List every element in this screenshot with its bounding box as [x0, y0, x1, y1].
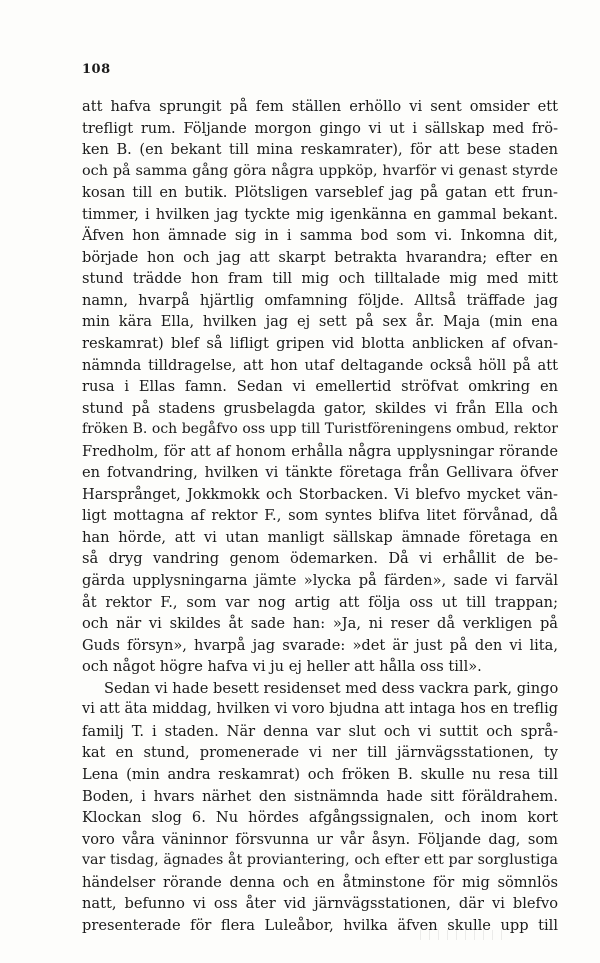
- text-line: nämnda tilldragelse, att hon utaf deltagande också höll på att: [82, 356, 558, 374]
- text-line: Äfven hon ämnade sig in i samma bod som vi. Inkomna dit,: [82, 227, 558, 245]
- text-line: ligt mottagna af rektor F., som syntes blifva litet förvånad, då: [82, 507, 558, 525]
- text-line: fröken B. och begåfvo oss upp till Turistföreningens ombud, rektor: [82, 421, 558, 438]
- text-line: trefligt rum. Följande morgon gingo vi ut i sällskap med frö-: [82, 119, 558, 137]
- text-line: gärda upplysningarna jämte »lycka på färden», sade vi farväl: [82, 572, 558, 590]
- text-line: Boden, i hvars närhet den sistnämnda hade sitt föräldrahem.: [82, 787, 558, 805]
- text-line: Fredholm, för att af honom erhålla några upplysningar rörande: [82, 442, 558, 460]
- text-line: familj T. i staden. När denna var slut och vi suttit och språ-: [82, 722, 558, 740]
- text-line: och på samma gång göra några uppköp, hvarför vi genast styrde: [82, 162, 558, 179]
- text-line: rusa i Ellas famn. Sedan vi emellertid ströfvat omkring en: [82, 378, 558, 396]
- text-line: åt rektor F., som var nog artig att följa oss ut till trappan;: [82, 593, 558, 611]
- text-line: kat en stund, promenerade vi ner till järnvägsstationen, ty: [82, 744, 558, 762]
- text-line: reskamrat) blef så lifligt gripen vid blotta anblicken af ofvan-: [82, 335, 558, 353]
- text-line: och något högre hafva vi ju ej heller att hålla oss till».: [82, 658, 482, 676]
- page-number: 108: [82, 62, 111, 77]
- text-line: kosan till en butik. Plötsligen varseblef jag på gatan ett frun-: [82, 184, 558, 202]
- text-line: min kära Ella, hvilken jag ej sett på sex år. Maja (min ena: [82, 313, 558, 331]
- text-line: natt, befunno vi oss åter vid järnvägsstationen, där vi blefvo: [82, 895, 558, 913]
- text-line: började hon och jag att skarpt betrakta hvarandra; efter en: [82, 248, 558, 266]
- text-line: var tisdag, ägnades åt proviantering, och efter ett par sorglustiga: [82, 852, 558, 869]
- text-line: en fotvandring, hvilken vi tänkte företaga från Gellivara öfver: [82, 464, 558, 482]
- text-line: och när vi skildes åt sade han: »Ja, ni reser då verkligen på: [82, 615, 558, 633]
- text-line: timmer, i hvilken jag tyckte mig igenkänna en gammal bekant.: [82, 205, 558, 223]
- text-line: så dryg vandring genom ödemarken. Då vi erhållit de be-: [82, 550, 558, 568]
- body-text: [82, 96, 558, 936]
- text-line: ken B. (en bekant till mina reskamrater), för att bese staden: [82, 141, 558, 159]
- text-line: namn, hvarpå hjärtlig omfamning följde. Alltså träffade jag: [82, 291, 558, 309]
- text-line: Lena (min andra reskamrat) och fröken B. skulle nu resa till: [82, 765, 558, 783]
- text-line: vi att äta middag, hvilken vi voro bjudna att intaga hos en treflig: [82, 701, 558, 718]
- text-line: händelser rörande denna och en åtminstone för mig sömnlös: [82, 873, 558, 891]
- text-line: att hafva sprungit på fem ställen erhöllo vi sent omsider ett: [82, 98, 558, 115]
- text-line: voro våra väninnor försvunna ur vår åsyn. Följande dag, som: [82, 830, 558, 848]
- text-line: Guds försyn», hvarpå jag svarade: »det är just på den vi lita,: [82, 636, 558, 654]
- paper-speckle: [420, 930, 510, 940]
- text-line: han hörde, att vi utan manligt sällskap ämnade företaga en: [82, 528, 558, 546]
- text-line: stund trädde hon fram till mig och tilltalade mig med mitt: [82, 270, 558, 288]
- text-line: Sedan vi hade besett residenset med dess vackra park, gingo: [104, 679, 559, 697]
- text-line: Harsprånget, Jokkmokk och Storbacken. Vi blefvo mycket vän-: [82, 485, 558, 503]
- text-line: stund på stadens grusbelagda gator, skildes vi från Ella och: [82, 399, 558, 417]
- text-line: Klockan slog 6. Nu hördes afgångssignalen, och inom kort: [82, 809, 558, 827]
- text-line: presenterade för flera Luleåbor, hvilka äfven skulle upp till: [82, 916, 558, 934]
